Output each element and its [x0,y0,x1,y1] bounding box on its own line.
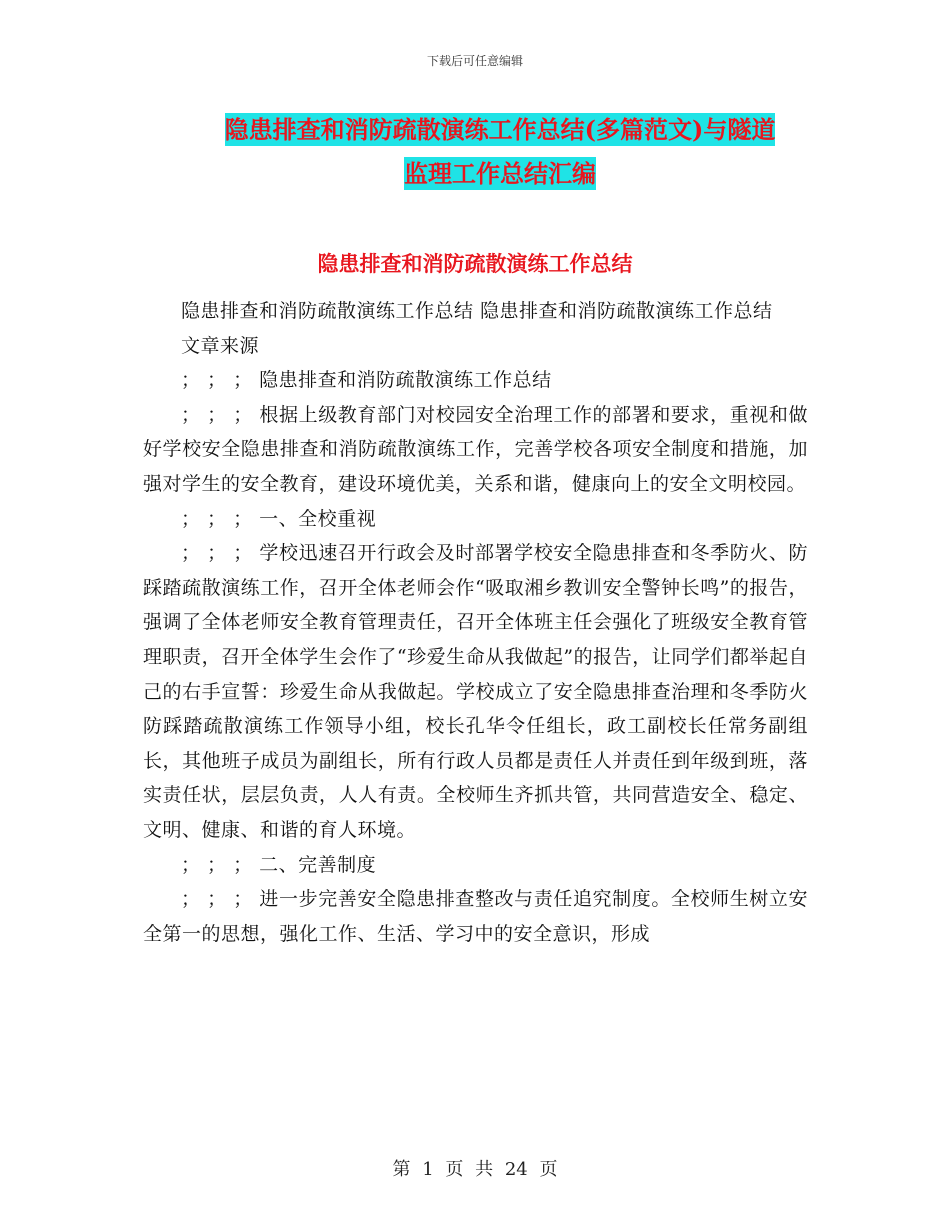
paragraph: ； ； ； 进一步完善安全隐患排查整改与责任追究制度。全校师生树立安全第一的思想，强化工作、生活、学习中的安全意识，形成 [143,888,808,945]
page-number-footer: 第 1 页 共 24 页 [392,1159,558,1180]
paragraph: ； ； ； 根据上级教育部门对校园安全治理工作的部署和要求，重视和做好学校安全隐患排查和消防疏散演练工作，完善学校各项安全制度和措施，加强对学生的安全教育，建设环境优美，关系和谐，健康向上的安全文明校园。 [143,403,808,495]
paragraph: ； ； ； 隐患排查和消防疏散演练工作总结 [181,369,552,392]
document-title [180,108,820,196]
paragraph: 隐患排查和消防疏散演练工作总结 隐患排查和消防疏散演练工作总结 [181,300,773,322]
paragraph: ； ； ； 一、全校重视 [181,507,377,530]
page-header-note: 下载后可任意编辑 [426,54,523,68]
document-body [143,294,808,951]
document-title-line-2: 监理工作总结汇编 [404,159,596,188]
paragraph: ； ； ； 二、完善制度 [181,853,377,876]
section-title: 隐患排查和消防疏散演练工作总结 [317,251,633,276]
paragraph: 文章来源 [181,334,260,357]
paragraph: ； ； ； 学校迅速召开行政会及时部署学校安全隐患排查和冬季防火、防踩踏疏散演练工作，召开全体老师会作“吸取湘乡教训安全警钟长鸣”的报告，强调了全体老师安全教育管理责任，召开全体班主任会强化了班级安全教育管理职责，召开全体学生会作了“珍爱生命从我做起”的报告，让同学们都举起自己的右手宣誓：珍爱生命从我做起。学校成立了安全隐患排查治理和冬季防火防踩踏疏散演练工作领导小组，校长孔华令任组长，政工副校长任常务副组长，其他班子成员为副组长，所有行政人员都是责任人并责任到年级到班，落实责任状，层层负责，人人有责。全校师生齐抓共管，共同营造安全、稳定、文明、健康、和谐的育人环境。 [143,542,808,841]
document-title-line-1: 隐患排查和消防疏散演练工作总结(多篇范文)与隧道 [224,115,776,144]
